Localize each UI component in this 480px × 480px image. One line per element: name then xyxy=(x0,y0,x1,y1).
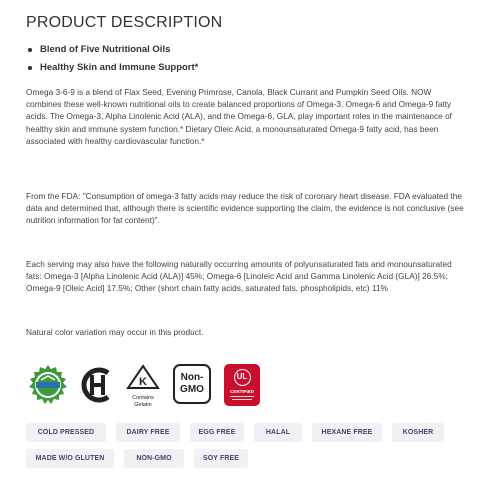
kosher-contains-gelatin-icon xyxy=(126,364,160,406)
color-variation-note: Natural color variation may occur in this product. xyxy=(26,327,204,337)
green-seal-icon xyxy=(28,364,68,406)
serving-paragraph: Each serving may also have the following naturally occurring amounts of polyunsaturated fats and monounsaturated fats: Omega-3 [Alpha Linolenic Acid (ALA)] 45%; Omega-6 [Linoleic Acid and Gamma Linolenic Acid (GLA)] 26.5%; Omega-9 [Oleic Acid] 17.5%; Other (short chain fatty acids, saturated fats, phospholipids, etc) 11% xyxy=(26,259,452,294)
badge-soy-free[interactable]: SOY FREE xyxy=(194,449,248,468)
description-paragraph: Omega 3-6-9 is a blend of Flax Seed, Evening Primrose, Canola, Black Currant and Pumpkin Seed Oils. NOW combines these well-known nutritional oils to create balanced proportions of Omega-3, Omega-6 and Omega-9 fatty acids. The Omega-3, Alpha Linolenic Acid (ALA), and the Omega-6, GLA, play important roles in the maintenance of healthy skin and immune system function.* Dietary Oleic Acid, a monounsaturated Omega-9 fatty acid, has been associated with healthy cardiovascular function.* xyxy=(26,87,452,146)
halal-icon xyxy=(78,364,116,406)
kosher-triangle-icon xyxy=(126,364,160,390)
page-title: PRODUCT DESCRIPTION xyxy=(26,14,223,31)
feature-list xyxy=(26,44,198,80)
kosher-label-line1: Contains xyxy=(132,395,154,401)
feature-item: Healthy Skin and Immune Support* xyxy=(26,62,198,80)
non-gmo-line1: Non- xyxy=(180,372,204,383)
non-gmo-line2: GMO xyxy=(180,384,204,395)
kosher-label-line2: Gelatin xyxy=(134,402,152,408)
non-gmo-icon xyxy=(173,364,211,404)
badge-made-without-gluten[interactable]: MADE W/O GLUTEN xyxy=(26,449,114,468)
badge-egg-free[interactable]: EGG FREE xyxy=(190,423,244,442)
badge-kosher[interactable]: KOSHER xyxy=(392,423,444,442)
badge-halal[interactable]: HALAL xyxy=(254,423,302,442)
badge-dairy-free[interactable]: DAIRY FREE xyxy=(116,423,180,442)
badge-hexane-free[interactable]: HEXANE FREE xyxy=(312,423,382,442)
badge-non-gmo[interactable]: NON-GMO xyxy=(124,449,184,468)
ul-mark: UL xyxy=(234,369,251,386)
ul-certified-text: CERTIFIED xyxy=(230,389,254,394)
svg-text:K: K xyxy=(139,376,147,388)
badge-cold-pressed[interactable]: COLD PRESSED xyxy=(26,423,106,442)
feature-item: Blend of Five Nutritional Oils xyxy=(26,44,198,62)
fda-paragraph: From the FDA: "Consumption of omega-3 fatty acids may reduce the risk of coronary heart disease. FDA evaluated the data and determined that, although there is scientific evidence supporting the claim, the evidence is not conclusive (see nutrition information for fat content)". xyxy=(26,191,464,226)
ul-certified-icon xyxy=(224,364,260,406)
